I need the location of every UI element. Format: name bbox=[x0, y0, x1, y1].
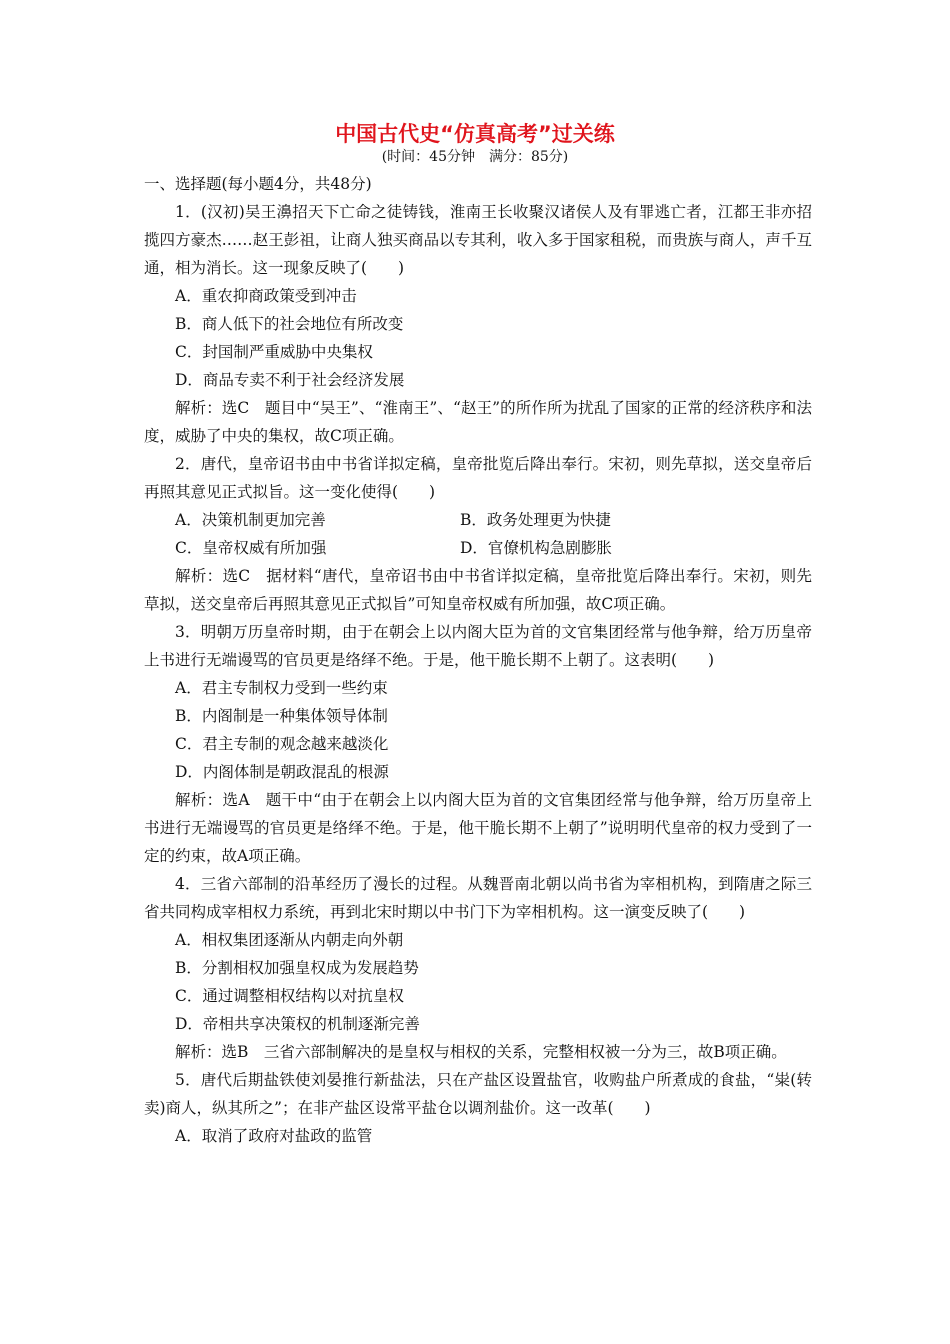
document-body bbox=[144, 170, 812, 1150]
option-a: A．重农抑商政策受到冲击 bbox=[175, 287, 357, 305]
option-row bbox=[144, 534, 812, 562]
section-heading: 一、选择题(每小题4分，共48分) bbox=[144, 175, 372, 193]
question-stem: 4．三省六部制的沿革经历了漫长的过程。从魏晋南北朝以尚书省为宰相机构，到隋唐之际三省共同构成宰相权力系统，再到北宋时期以中书门下为宰相机构。这一演变反映了( ) bbox=[144, 875, 812, 921]
question-stem: 3．明朝万历皇帝时期，由于在朝会上以内阁大臣为首的文官集团经常与他争辩，给万历皇帝上书进行无端谩骂的官员更是络绎不绝。于是，他干脆长期不上朝了。这表明( ) bbox=[144, 623, 812, 669]
question-2 bbox=[144, 450, 812, 618]
option-b: B．分割相权加强皇权成为发展趋势 bbox=[175, 959, 419, 977]
option-b: B．政务处理更为快捷 bbox=[460, 511, 611, 529]
page-title: 中国古代史“仿真高考”过关练 bbox=[335, 122, 615, 146]
option-d: D．商品专卖不利于社会经济发展 bbox=[175, 371, 405, 389]
option-d: D．官僚机构急剧膨胀 bbox=[460, 539, 612, 557]
option-b: B．内阁制是一种集体领导体制 bbox=[175, 707, 388, 725]
option-c: C．皇帝权威有所加强 bbox=[175, 539, 327, 557]
page-subtitle: (时间：45分钟 满分：85分) bbox=[381, 149, 569, 165]
explanation: 解析：选C 题目中“吴王”、“淮南王”、“赵王”的所作所为扰乱了国家的正常的经济秩序和法度，威胁了中央的集权，故C项正确。 bbox=[144, 399, 812, 445]
option-a: A．相权集团逐渐从内朝走向外朝 bbox=[175, 931, 404, 949]
question-4 bbox=[144, 870, 812, 1066]
option-c: C．封国制严重威胁中央集权 bbox=[175, 343, 373, 361]
explanation: 解析：选A 题干中“由于在朝会上以内阁大臣为首的文官集团经常与他争辩，给万历皇帝上书进行无端谩骂的官员更是络绎不绝。于是，他干脆长期不上朝了”说明明代皇帝的权力受到了一定的约束，故A项正确。 bbox=[144, 791, 812, 865]
question-1 bbox=[144, 198, 812, 450]
question-3 bbox=[144, 618, 812, 870]
question-5 bbox=[144, 1066, 812, 1150]
option-c: C．通过调整相权结构以对抗皇权 bbox=[175, 987, 404, 1005]
option-a: A．决策机制更加完善 bbox=[175, 511, 326, 529]
option-d: D．帝相共享决策权的机制逐渐完善 bbox=[175, 1015, 420, 1033]
option-c: C．君主专制的观念越来越淡化 bbox=[175, 735, 389, 753]
question-stem: 5．唐代后期盐铁使刘晏推行新盐法，只在产盐区设置盐官，收购盐户所煮成的食盐，“粜(转卖)商人，纵其所之”；在非产盐区设常平盐仓以调剂盐价。这一改革( ) bbox=[144, 1071, 812, 1117]
question-stem: 1．(汉初)吴王濞招天下亡命之徒铸钱，淮南王长收聚汉诸侯人及有罪逃亡者，江都王非亦招揽四方豪杰……赵王彭祖，让商人独买商品以专其利，收入多于国家租税，而贵族与商人，声千互通，相为消长。这一现象反映了( ) bbox=[144, 203, 812, 277]
option-a: A．君主专制权力受到一些约束 bbox=[175, 679, 388, 697]
option-a: A．取消了政府对盐政的监管 bbox=[175, 1127, 373, 1145]
explanation: 解析：选C 据材料“唐代，皇帝诏书由中书省详拟定稿，皇帝批览后降出奉行。宋初，则先草拟，送交皇帝后再照其意见正式拟旨”可知皇帝权威有所加强，故C项正确。 bbox=[144, 567, 812, 613]
option-row bbox=[144, 506, 812, 534]
option-d: D．内阁体制是朝政混乱的根源 bbox=[175, 763, 389, 781]
question-stem: 2．唐代，皇帝诏书由中书省详拟定稿，皇帝批览后降出奉行。宋初，则先草拟，送交皇帝后再照其意见正式拟旨。这一变化使得( ) bbox=[144, 455, 812, 501]
option-b: B．商人低下的社会地位有所改变 bbox=[175, 315, 404, 333]
explanation: 解析：选B 三省六部制解决的是皇权与相权的关系，完整相权被一分为三，故B项正确。 bbox=[175, 1043, 787, 1061]
